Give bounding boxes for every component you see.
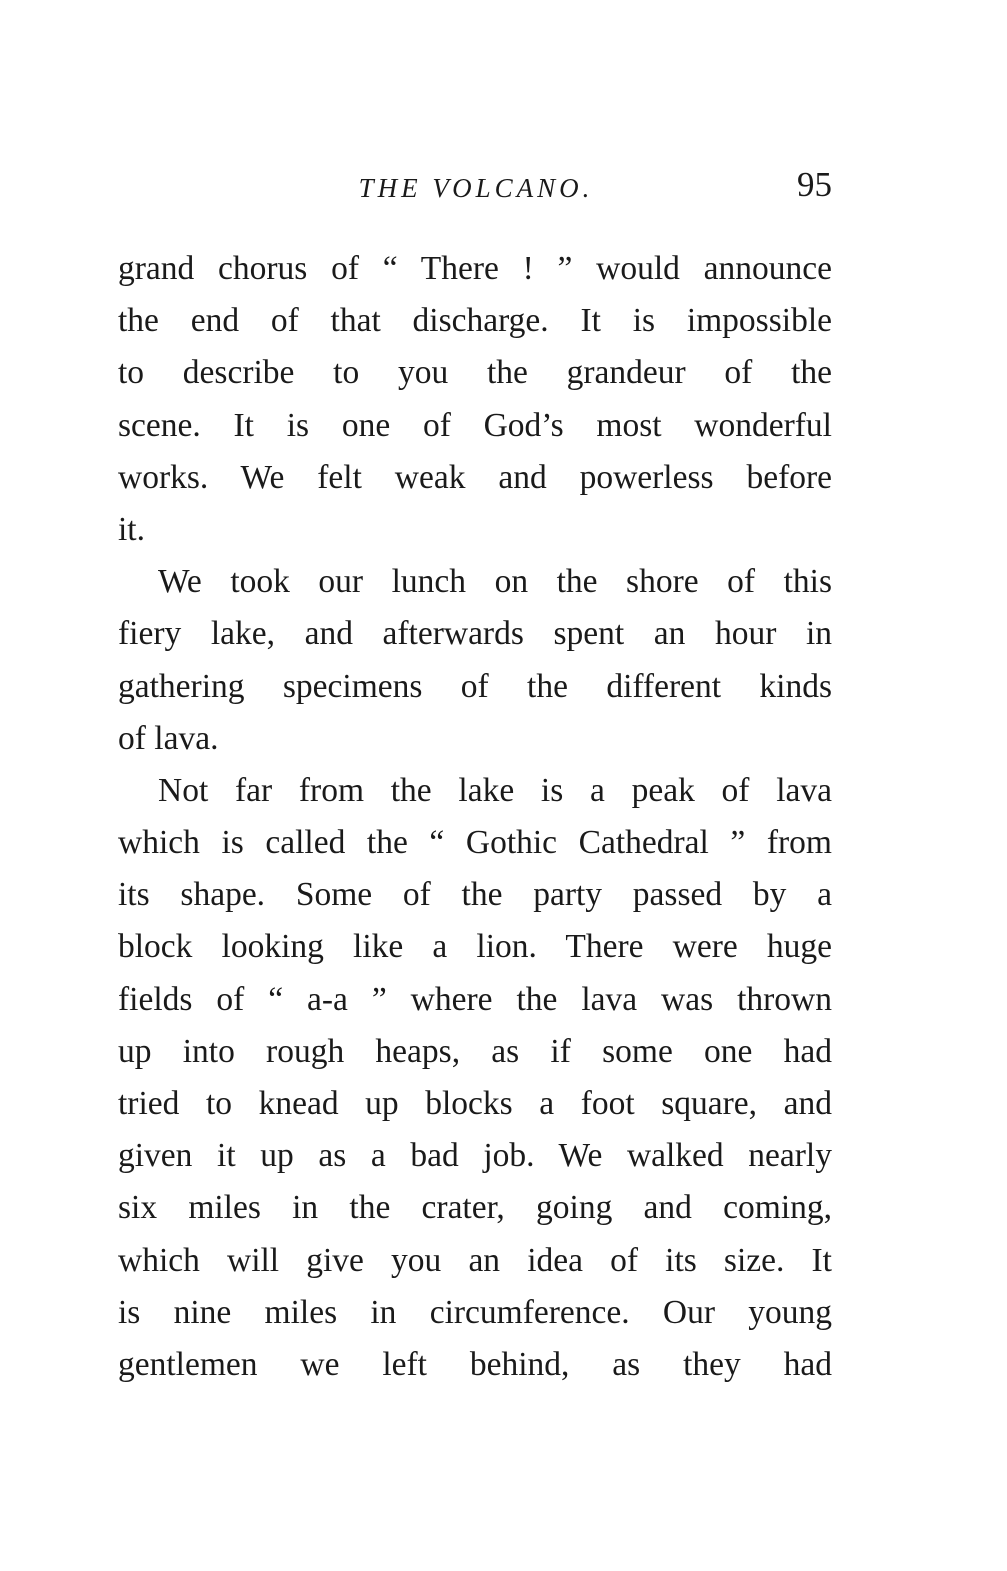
page-number: 95 xyxy=(797,165,832,204)
paragraph-start-line: We took our lunch on the shore of this xyxy=(158,563,832,601)
text-line: to describe to you the grandeur of the xyxy=(118,354,832,392)
text-line: its shape. Some of the party passed by a xyxy=(118,876,832,914)
text-line: gathering specimens of the different kinds xyxy=(118,667,832,705)
text-line: given it up as a bad job. We walked nearly xyxy=(118,1137,832,1175)
text-line: the end of that discharge. It is impossible xyxy=(118,302,832,340)
text-line: grand chorus of “ There ! ” would announce xyxy=(118,250,832,287)
running-title: THE VOLCANO. xyxy=(358,173,594,203)
text-line: which is called the “ Gothic Cathedral ” from xyxy=(118,824,832,862)
text-line: block looking like a lion. There were huge xyxy=(118,928,832,966)
text-line: it. xyxy=(118,510,145,548)
text-line: tried to knead up blocks a foot square, and xyxy=(118,1085,832,1122)
text-line: works. We felt weak and powerless before xyxy=(118,458,832,496)
text-line: up into rough heaps, as if some one had xyxy=(118,1032,832,1070)
text-line: six miles in the crater, going and coming, xyxy=(118,1189,832,1227)
text-line: scene. It is one of God’s most wonderful xyxy=(118,406,832,444)
text-line: is nine miles in circumference. Our young xyxy=(118,1293,832,1331)
text-line: fields of “ a-a ” where the lava was thrown xyxy=(118,980,832,1018)
running-head xyxy=(120,165,832,209)
text-line: which will give you an idea of its size. It xyxy=(118,1241,832,1279)
text-line: of lava. xyxy=(118,719,219,757)
paragraph-start-line: Not far from the lake is a peak of lava xyxy=(158,771,832,809)
text-line: gentlemen we left behind, as they had xyxy=(118,1345,832,1383)
body-text xyxy=(118,243,832,1391)
text-line: fiery lake, and afterwards spent an hour in xyxy=(118,615,832,653)
